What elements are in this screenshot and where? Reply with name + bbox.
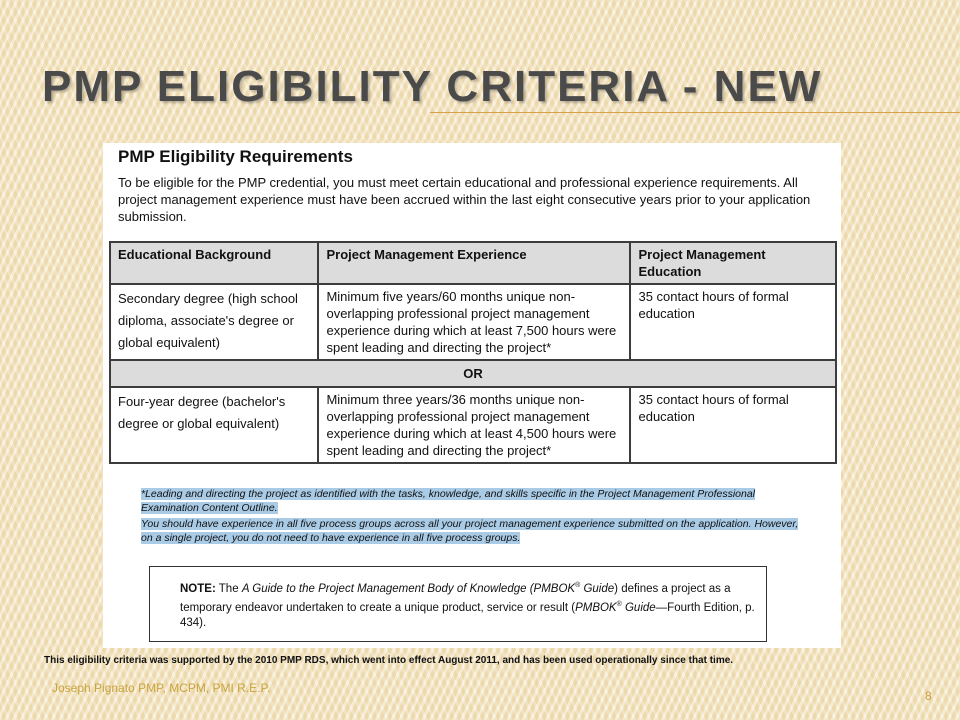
note-guide-word: Guide (583, 582, 615, 595)
slide-footnote: This eligibility criteria was supported by the 2010 PMP RDS, which went into effect August 2011, and has been used operationally since that time. (44, 655, 734, 666)
document-heading: PMP Eligibility Requirements (118, 147, 353, 166)
note-guide-word-2: Guide (624, 601, 656, 614)
note-text-3: defines a project as a temporary endeavor undertaken to create a unique product, service or result ( (180, 582, 731, 614)
note-text-1: The (218, 582, 239, 595)
page-number: 8 (925, 689, 932, 703)
header-educational-background: Educational Background (110, 242, 318, 284)
header-pm-experience: Project Management Experience (318, 242, 630, 284)
note-text-2: ) (614, 582, 618, 595)
note-text-4: —Fourth Edition, p. 434). (180, 601, 755, 629)
requirements-table (109, 241, 837, 464)
slide-title: PMP ELIGIBILITY CRITERIA - NEW (42, 62, 823, 111)
registered-mark: ® (616, 600, 622, 608)
note-pmbok: PMBOK (575, 601, 617, 614)
cell-experience: Minimum five years/60 months unique non-overlapping professional project management experience during which at least 7,500 hours were spent leading and directing the project* (318, 284, 630, 360)
pmbok-note-box (149, 566, 767, 642)
eligibility-document-image (103, 143, 841, 648)
footer-author: Joseph Pignato PMP, MCPM, PMI R.E.P. (52, 681, 271, 695)
table-row (110, 387, 836, 463)
note-label: NOTE: (180, 582, 216, 595)
note-guide-title: A Guide to the Project Management Body of Knowledge (PMBOK (241, 582, 576, 595)
table-separator-row (110, 360, 836, 387)
registered-mark: ® (575, 582, 581, 589)
cell-experience: Minimum three years/36 months unique non-overlapping professional project management experience during which at least 4,500 hours were spent leading and directing the project* (318, 387, 630, 463)
document-intro: To be eligible for the PMP credential, you must meet certain educational and professional experience requirements. All project management experience must have been accrued within the last eight consecutive years prior to your application submission. (118, 175, 811, 224)
highlighted-notes (141, 488, 807, 548)
cell-education: 35 contact hours of formal education (630, 284, 836, 360)
cell-education: 35 contact hours of formal education (630, 387, 836, 463)
cell-background: Four-year degree (bachelor's degree or global equivalent) (110, 387, 318, 463)
table-row (110, 284, 836, 360)
note-leading-directing: *Leading and directing the project as identified with the tasks, knowledge, and skills specific in the Project Management Professional Examination Content Outline. (141, 488, 756, 514)
header-pm-education: Project Management Education (630, 242, 836, 284)
table-header-row (110, 242, 836, 284)
cell-background: Secondary degree (high school diploma, associate's degree or global equivalent) (110, 284, 318, 360)
or-separator: OR (110, 360, 836, 387)
note-process-groups: You should have experience in all five process groups across all your project management experience submitted on the application. However, on a single project, you do not need to have experience in all five process groups. (141, 518, 799, 544)
title-divider (430, 112, 960, 113)
